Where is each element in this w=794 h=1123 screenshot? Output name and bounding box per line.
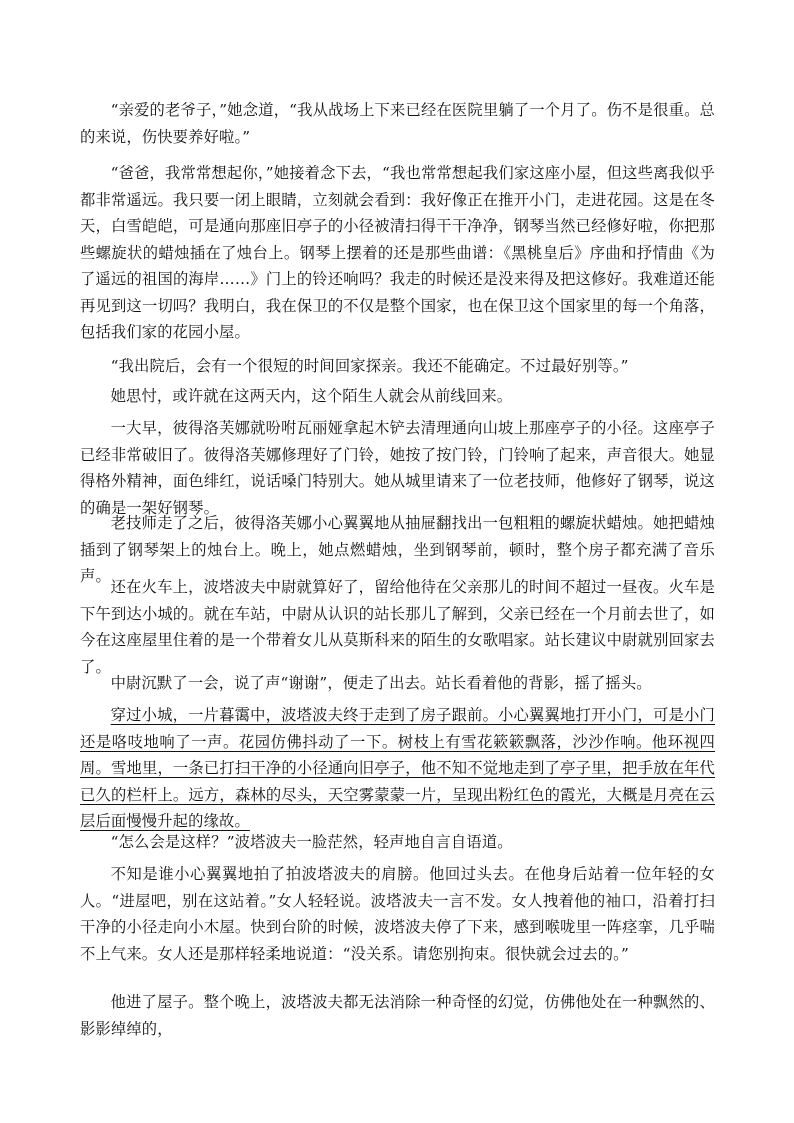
paragraph-train: 还在火车上，波塔波夫中尉就算好了，留给他待在父亲那儿的时间不超过一昼夜。火车是下午到达小城的。就在车站，中尉从认识的站长那儿了解到，父亲已经在一个月前去世了，如今在这座屋里住着的是一个带着女儿从莫斯科来的陌生的女歌唱家。站长建议中尉就别回家去了。 <box>80 578 715 676</box>
paragraph-young-woman: 不知是谁小心翼翼地拍了拍波塔波夫的肩膀。他回过头去。在他身后站着一位年轻的女人。“进屋吧，别在这站着。”女人轻轻说。波塔波夫一言不发。女人拽着他的袖口，沿着打扫干净的小径走向小木屋。快到台阶的时候，波塔波夫停了下来，感到喉咙里一阵痉挛，几乎喘不上气来。女人还是那样轻柔地说道：“没关系。请您别拘束。很快就会过去的。” <box>80 865 715 963</box>
paragraph-letter-opening: “亲爱的老爷子，”她念道，“我从战场上下来已经在医院里躺了一个月了。伤不是很重。总的来说，伤快要养好啦。” <box>80 101 715 146</box>
paragraph-whisper: “怎么会是这样？”波塔波夫一脸茫然，轻声地自言自语道。 <box>110 833 513 851</box>
paragraph-candles: 老技师走了之后，彼得洛芙娜小心翼翼地从抽屉翻找出一包粗粗的螺旋状蜡烛。她把蜡烛插到了钢琴架上的烛台上。晚上，她点燃蜡烛，坐到钢琴前，顿时，整个房子都充满了音乐声。 <box>80 514 715 585</box>
paragraph-illusion: 他进了屋子。整个晚上，波塔波夫都无法消除一种奇怪的幻觉，仿佛他处在一种飘然的、影影绰绰的， <box>80 993 715 1038</box>
paragraph-letter-closing: “我出院后，会有一个很短的时间回家探亲。我还不能确定。不过最好别等。” <box>110 357 629 375</box>
paragraph-waiting: 她思忖，或许就在这两天内，这个陌生人就会从前线回来。 <box>110 387 513 405</box>
paragraph-preparation: 一大早，彼得洛芙娜就吩咐瓦丽娅拿起木铲去清理通向山坡上那座亭子的小径。这座亭子已经非常破旧了。彼得洛芙娜修理好了门铃，她按了按门铃，门铃响了起来，声音很大。她显得格外精神，面色绯红，说话嗓门特别大。她从城里请来了一位老技师，他修好了钢琴，说这的确是一架好钢琴。 <box>80 419 715 517</box>
paragraph-silence: 中尉沉默了一会，说了声“谢谢”，便走了出去。站长看着他的背影，摇了摇头。 <box>110 674 652 692</box>
paragraph-arrival-underlined: 穿过小城，一片暮霭中，波塔波夫终于走到了房子跟前。小心翼翼地打开小门，可是小门还是咯吱地响了一声。花园仿佛抖动了一下。树枝上有雪花簌簌飘落，沙沙作响。他环视四周。雪地里，一条已打扫干净的小径通向旧亭子，他不知不觉地走到了亭子里，把手放在年代已久的栏杆上。远方，森林的尽头，天空雾蒙蒙一片，呈现出粉红色的霞光，大概是月亮在云层后面慢慢升起的缘故。 <box>80 706 715 830</box>
paragraph-letter-memories: “爸爸，我常常想起你，”她接着念下去，“我也常常想起我们家这座小屋，但这些离我似乎都非常遥远。我只要一闭上眼睛，立刻就会看到：我好像正在推开小门，走进花园。这是在冬天，白雪皑皑，可是通向那座旧亭子的小径被清扫得干干净净，钢琴当然已经修好啦，你把那些螺旋状的蜡烛插在了烛台上。钢琴上摆着的还是那些曲谱：《黑桃皇后》序曲和抒情曲《为了遥远的祖国的海岸……》门上的铃还响吗？我走的时候还是没来得及把这修好。我难道还能再见到这一切吗？我明白，我在保卫的不仅是整个国家，也在保卫这个国家里的每一个角落，包括我们家的花园小屋。 <box>80 164 715 341</box>
